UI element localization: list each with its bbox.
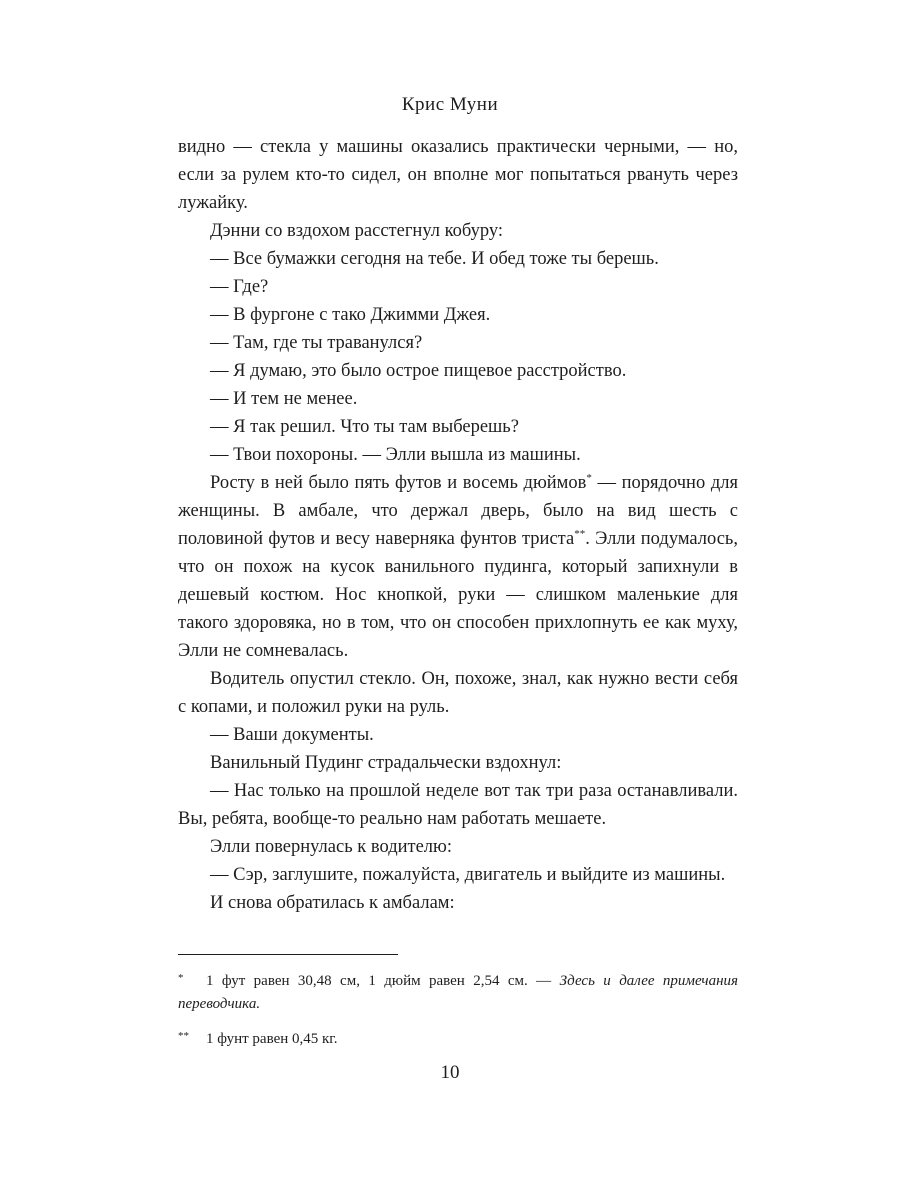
paragraph-text: Росту в ней было пять футов и восемь дюймов xyxy=(210,473,587,493)
footnote-text: 1 фут равен 30,48 см, 1 дюйм равен 2,54 см. — xyxy=(206,973,560,989)
paragraph: Ванильный Пудинг страдальчески вздохнул: xyxy=(210,753,562,773)
paragraph: И снова обратилась к амбалам: xyxy=(210,893,455,913)
dialogue-line: — Я думаю, это было острое пищевое расстройство. xyxy=(210,361,627,381)
dialogue-line: — В фургоне с тако Джимми Джея. xyxy=(210,305,491,325)
footnote-reference[interactable]: * xyxy=(586,471,592,484)
paragraph: Элли повернулась к водителю: xyxy=(210,837,452,857)
footnotes xyxy=(178,970,738,1063)
footnote xyxy=(178,970,738,1016)
dialogue-line: — И тем не менее. xyxy=(210,389,358,409)
paragraph: видно — стекла у машины оказались практически черными, — но, если за рулем кто-то сидел, он вполне мог попытаться рвануть через лужайку. xyxy=(178,137,738,213)
dialogue-line: — Я так решил. Что ты там выберешь? xyxy=(210,417,519,437)
dialogue-line: — Сэр, заглушите, пожалуйста, двигатель и выйдите из машины. xyxy=(210,865,726,885)
running-head: Крис Муни xyxy=(401,94,499,115)
paragraph: Дэнни со вздохом расстегнул кобуру: xyxy=(210,221,504,241)
footnote xyxy=(178,1028,738,1051)
dialogue-line: — Нас только на прошлой неделе вот так три раза останавливали. Вы, ребята, вообще-то реально нам работать мешаете. xyxy=(178,781,738,829)
footnote-text: 1 фунт равен 0,45 кг. xyxy=(206,1031,338,1047)
footnote-reference[interactable]: ** xyxy=(574,527,586,540)
dialogue-line: — Все бумажки сегодня на тебе. И обед тоже ты берешь. xyxy=(210,249,659,269)
paragraph-text: — порядочно для женщины. В амбале, что держал дверь, было на вид шесть с половиной футов и весу наверняка фунтов триста xyxy=(178,473,738,549)
dialogue-line: — Твои похороны. — Элли вышла из машины. xyxy=(210,445,581,465)
paragraph: Водитель опустил стекло. Он, похоже, знал, как нужно вести себя с копами, и положил руки на руль. xyxy=(178,669,738,717)
footnote-label: ** xyxy=(178,1030,189,1042)
paragraph-with-footnotes xyxy=(178,469,738,665)
page-number: 10 xyxy=(440,1062,460,1083)
footnote-italic-note: Здесь и далее примечания переводчика. xyxy=(178,973,739,1012)
paragraph-text: . Элли подумалось, что он похож на кусок ванильного пудинга, который запихнули в дешевый костюм. Нос кнопкой, руки — слишком маленькие для такого здоровяка, но в том, что он способен прихлопнуть ее как муху, Элли не сомневалась. xyxy=(178,529,738,661)
dialogue-line: — Ваши документы. xyxy=(210,725,374,745)
dialogue-line: — Там, где ты траванулся? xyxy=(210,333,423,353)
body-text xyxy=(178,133,738,917)
footnote-divider xyxy=(178,954,398,955)
footnote-label: * xyxy=(178,972,184,984)
dialogue-line: — Где? xyxy=(210,277,269,297)
